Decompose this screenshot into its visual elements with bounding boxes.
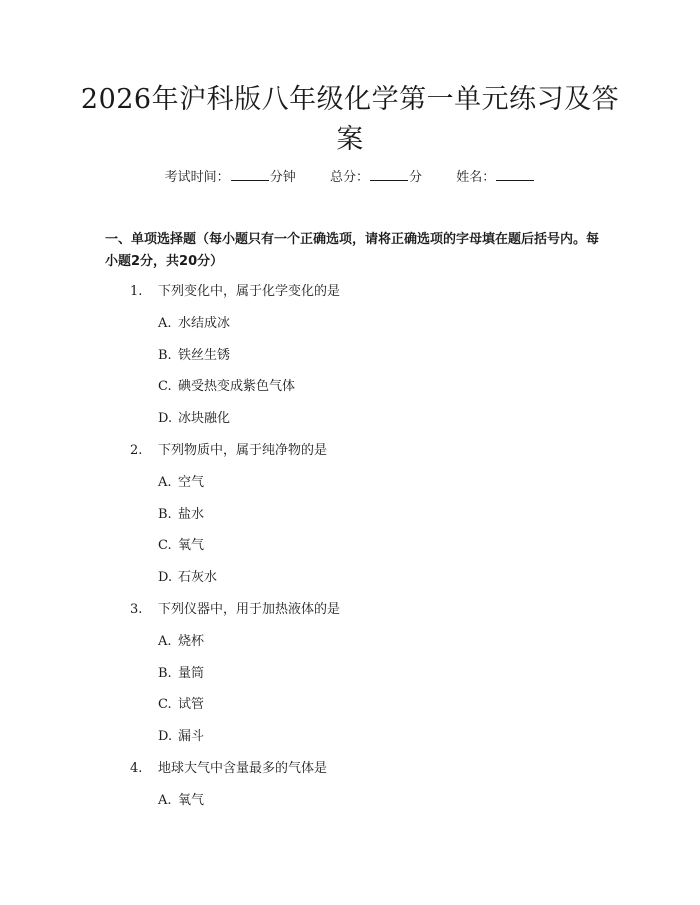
option-letter: D. [158,411,173,426]
option-text: 量筒 [178,666,205,681]
question-1 [130,282,340,302]
total-score-blank [370,168,408,181]
section-heading-single-choice: 一、单项选择题（每小题只有一个正确选项，请将正确选项的字母填在题后括号内。每小题2分，共20分） [105,232,600,269]
option-a [158,314,230,334]
option-text: 石灰水 [178,570,218,585]
option-text: 铁丝生锈 [178,348,231,363]
exam-time-label: 考试时间： [164,170,230,185]
option-text: 烧杯 [178,634,205,649]
option-text: 氧气 [178,538,205,553]
question-text: 下列物质中，属于纯净物的是 [158,443,328,458]
question-2 [130,441,327,461]
option-letter: B. [158,507,172,522]
option-text: 水结成冰 [178,316,231,331]
option-text: 氧气 [178,793,205,808]
question-number: 2. [130,443,143,458]
option-letter: B. [158,666,172,681]
option-letter: C. [158,697,172,712]
option-c [158,377,295,397]
option-letter: B. [158,348,172,363]
total-score-unit: 分 [409,170,423,185]
option-text: 盐水 [178,507,205,522]
student-name-blank [496,168,534,181]
question-number: 4. [130,761,143,776]
exam-time-unit: 分钟 [269,170,296,185]
option-text: 漏斗 [178,729,205,744]
option-letter: D. [158,570,173,585]
option-text: 碘受热变成紫色气体 [178,379,296,394]
question-4 [130,759,327,779]
student-name-field [456,168,535,188]
option-d [158,727,204,747]
option-a [158,473,204,493]
question-text: 地球大气中含量最多的气体是 [158,761,328,776]
option-d [158,409,230,429]
option-text: 冰块融化 [178,411,231,426]
option-a [158,632,204,652]
question-number: 1. [130,284,143,299]
total-score-field [330,168,422,188]
option-b [158,505,204,525]
question-text: 下列仪器中，用于加热液体的是 [158,602,341,617]
option-letter: A. [158,793,172,808]
question-3 [130,600,340,620]
option-c [158,536,204,556]
option-letter: A. [158,475,172,490]
option-letter: C. [158,538,172,553]
student-name-label: 姓名： [456,170,496,185]
exam-info-line [0,168,700,188]
option-a [158,791,204,811]
option-text: 空气 [178,475,205,490]
total-score-label: 总分： [329,170,369,185]
option-b [158,664,204,684]
question-text: 下列变化中，属于化学变化的是 [158,284,341,299]
option-text: 试管 [178,697,205,712]
option-b [158,346,230,366]
exam-time-field [165,168,296,188]
exam-time-blank [231,168,269,181]
option-letter: D. [158,729,173,744]
option-letter: A. [158,316,172,331]
question-number: 3. [130,602,143,617]
option-letter: C. [158,379,172,394]
page-title: 2026年沪科版八年级化学第一单元练习及答案 [80,84,620,155]
option-letter: A. [158,634,172,649]
option-c [158,695,204,715]
option-d [158,568,217,588]
